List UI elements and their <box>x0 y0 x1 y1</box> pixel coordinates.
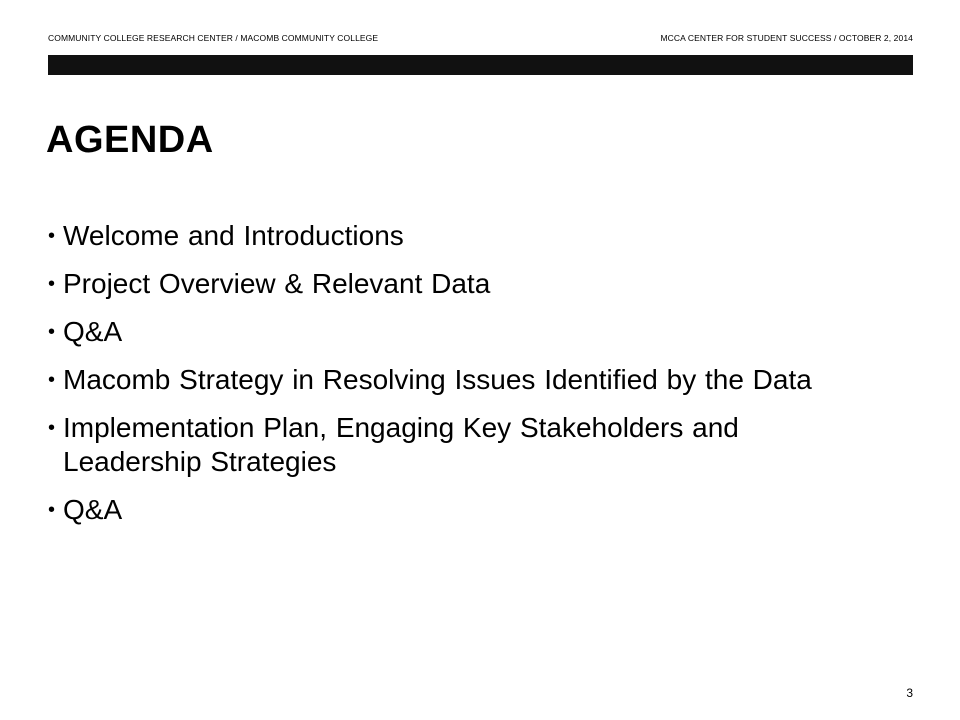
header-left-text: COMMUNITY COLLEGE RESEARCH CENTER / MACOMB COMMUNITY COLLEGE <box>48 33 379 43</box>
bullet-icon: • <box>48 225 56 247</box>
bullet-icon: • <box>48 321 56 343</box>
agenda-item <box>48 267 868 301</box>
bullet-icon: • <box>48 273 56 295</box>
agenda-item <box>48 315 868 349</box>
header-bar <box>48 55 913 75</box>
bullet-icon: • <box>48 369 56 391</box>
agenda-item-text: Welcome and Introductions <box>63 220 404 251</box>
agenda-list <box>48 219 868 541</box>
agenda-item <box>48 493 868 527</box>
header-right-text: MCCA CENTER FOR STUDENT SUCCESS / OCTOBER 2, 2014 <box>660 33 913 43</box>
page-number: 3 <box>906 686 913 700</box>
bullet-icon: • <box>48 499 56 521</box>
agenda-item-text: Q&A <box>63 494 123 525</box>
agenda-item-text: Q&A <box>63 316 123 347</box>
agenda-item-text: Macomb Strategy in Resolving Issues Identified by the Data <box>63 364 812 395</box>
agenda-item-text: Implementation Plan, Engaging Key Stakeholders and Leadership Strategies <box>63 412 739 477</box>
agenda-item <box>48 219 868 253</box>
slide-title: AGENDA <box>46 119 214 161</box>
agenda-item <box>48 411 868 479</box>
agenda-item-text: Project Overview & Relevant Data <box>63 268 491 299</box>
agenda-item <box>48 363 868 397</box>
bullet-icon: • <box>48 417 56 439</box>
